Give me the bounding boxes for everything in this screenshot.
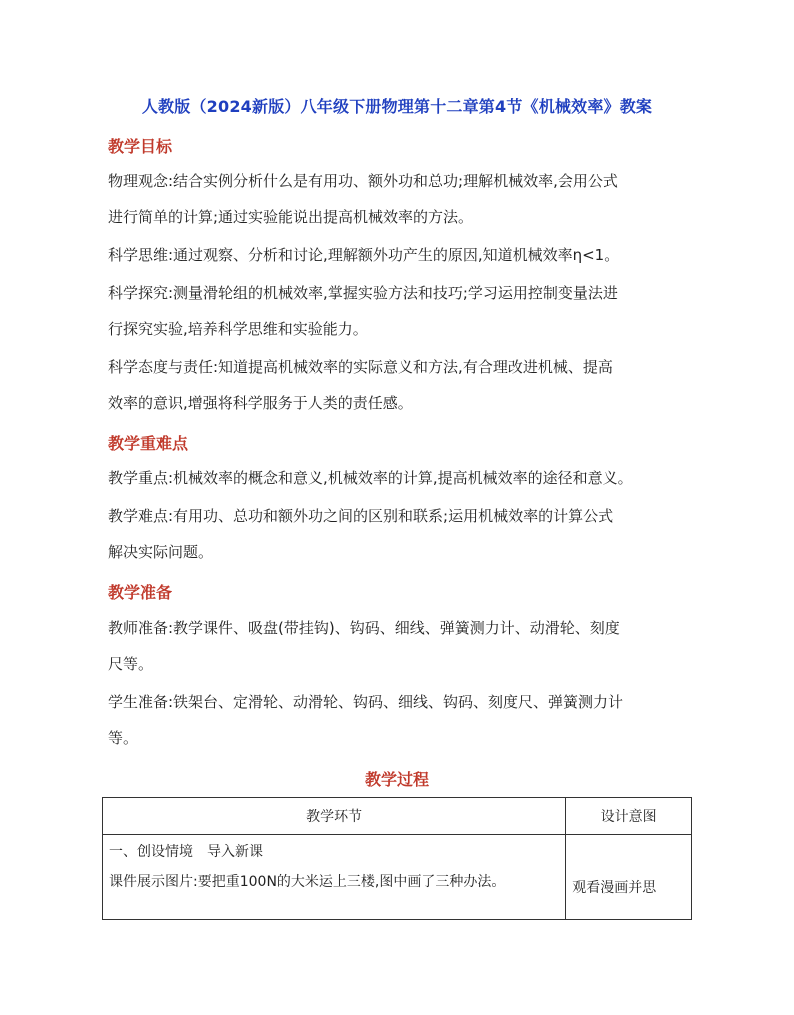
table-cell-intent: 观看漫画并思 — [566, 835, 692, 920]
section-heading-goals: 教学目标 — [108, 137, 173, 156]
paragraph-line: 教学难点:有用功、总功和额外功之间的区别和联系;运用机械效率的计算公式 — [108, 507, 614, 525]
paragraph-line: 进行简单的计算;通过实验能说出提高机械效率的方法。 — [108, 208, 474, 226]
document-title: 人教版（2024新版）八年级下册物理第十二章第4节《机械效率》教案 — [141, 97, 653, 116]
paragraph-line: 效率的意识,增强将科学服务于人类的责任感。 — [108, 394, 413, 412]
table-row — [103, 835, 692, 920]
paragraph-line: 科学态度与责任:知道提高机械效率的实际意义和方法,有合理改进机械、提高 — [108, 358, 613, 376]
paragraph-line: 行探究实验,培养科学思维和实验能力。 — [108, 320, 368, 338]
paragraph-line: 解决实际问题。 — [108, 543, 214, 561]
paragraph-line: 教学重点:机械效率的概念和意义,机械效率的计算,提高机械效率的途径和意义。 — [108, 469, 633, 487]
stage-line: 课件展示图片:要把重100N的大米运上三楼,图中画了三种办法。 — [109, 874, 506, 890]
paragraph-line: 物理观念:结合实例分析什么是有用功、额外功和总功;理解机械效率,会用公式 — [108, 172, 618, 190]
paragraph-line: 尺等。 — [108, 655, 154, 673]
paragraph-line: 科学思维:通过观察、分析和讨论,理解额外功产生的原因,知道机械效率η<1。 — [108, 246, 620, 264]
section-heading-process: 教学过程 — [364, 770, 429, 789]
table-header-intent: 设计意图 — [566, 798, 692, 835]
stage-line: 一、创设情境 导入新课 — [109, 844, 263, 860]
table-header-row — [103, 798, 692, 835]
section-heading-preparation: 教学准备 — [108, 583, 173, 602]
paragraph-line: 等。 — [108, 729, 139, 747]
paragraph-line: 教师准备:教学课件、吸盘(带挂钩)、钩码、细线、弹簧测力计、动滑轮、刻度 — [108, 619, 620, 637]
table-header-stage: 教学环节 — [103, 798, 566, 835]
table-cell-stage — [103, 835, 566, 920]
paragraph-line: 科学探究:测量滑轮组的机械效率,掌握实验方法和技巧;学习运用控制变量法进 — [108, 284, 618, 302]
process-table — [102, 797, 692, 920]
section-heading-key-points: 教学重难点 — [108, 434, 189, 453]
paragraph-line: 学生准备:铁架台、定滑轮、动滑轮、钩码、细线、钩码、刻度尺、弹簧测力计 — [108, 693, 624, 711]
